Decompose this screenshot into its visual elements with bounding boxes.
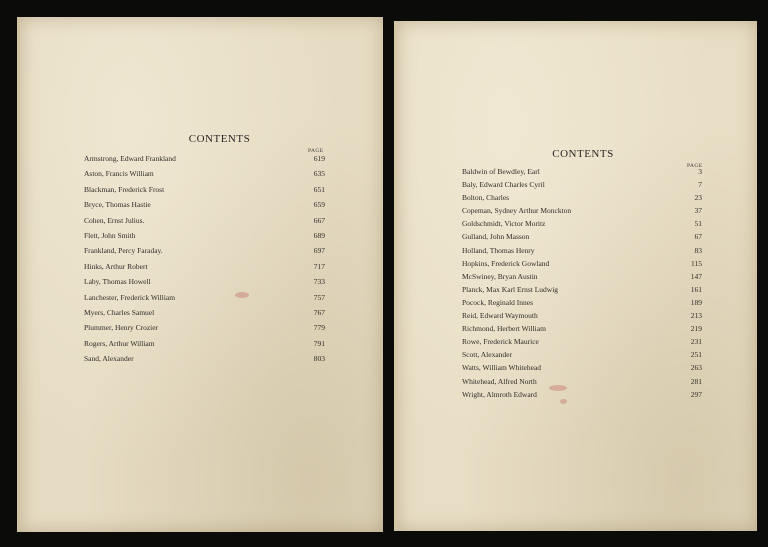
stain-mark xyxy=(549,385,567,391)
stain-mark xyxy=(235,292,249,298)
entry-name: Richmond, Herbert William xyxy=(462,324,546,334)
entry-page-number: 803 xyxy=(313,354,325,364)
entry-page-number: 251 xyxy=(690,350,702,360)
entry-name: Laby, Thomas Howell xyxy=(84,277,151,287)
entry-page-number: 733 xyxy=(313,277,325,287)
entry-name: Hinks, Arthur Robert xyxy=(84,261,148,271)
entry-name: Plummer, Henry Crozier xyxy=(84,323,159,333)
entry-page-number: 23 xyxy=(694,193,702,203)
entry-name: Rowe, Frederick Maurice xyxy=(462,337,539,347)
contents-entry xyxy=(462,206,702,219)
contents-entry xyxy=(84,293,325,308)
entry-page-number: 619 xyxy=(313,154,325,163)
contents-entry xyxy=(462,298,702,311)
contents-entry xyxy=(462,324,702,337)
contents-entry xyxy=(462,350,702,363)
contents-entry xyxy=(462,390,702,403)
contents-entry xyxy=(462,232,702,245)
entry-page-number: 67 xyxy=(694,232,702,242)
contents-entry xyxy=(84,169,325,184)
contents-list xyxy=(84,154,325,369)
contents-entry xyxy=(84,216,325,231)
entry-page-number: 667 xyxy=(313,215,325,225)
entry-name: Pocock, Reginald Innes xyxy=(462,297,534,307)
contents-list xyxy=(462,167,702,403)
entry-page-number: 213 xyxy=(690,311,702,321)
contents-entry xyxy=(462,285,702,298)
left-page xyxy=(17,17,383,532)
entry-page-number: 297 xyxy=(690,389,702,399)
contents-title: CONTENTS xyxy=(552,148,614,160)
page-column-label: PAGE xyxy=(308,148,324,154)
entry-name: Sand, Alexander xyxy=(84,354,134,364)
contents-entry xyxy=(84,323,325,338)
contents-entry xyxy=(462,219,702,232)
entry-page-number: 659 xyxy=(313,200,325,210)
contents-entry xyxy=(84,262,325,277)
entry-page-number: 219 xyxy=(690,324,702,334)
entry-name: Copeman, Sydney Arthur Monckton xyxy=(462,206,572,216)
contents-title: CONTENTS xyxy=(188,133,251,145)
entry-name: Gulland, John Masson xyxy=(462,232,530,242)
contents-entry xyxy=(84,200,325,215)
entry-name: Myers, Charles Samuel xyxy=(84,307,155,317)
entry-name: Wright, Almroth Edward xyxy=(462,389,537,399)
entry-name: Watts, William Whitehead xyxy=(462,363,542,373)
entry-page-number: 3 xyxy=(698,167,702,176)
entry-page-number: 263 xyxy=(690,363,702,373)
entry-page-number: 651 xyxy=(313,184,325,194)
contents-entry xyxy=(84,277,325,292)
entry-name: Flett, John Smith xyxy=(84,230,136,240)
entry-name: Rogers, Arthur William xyxy=(84,338,155,348)
contents-entry xyxy=(84,185,325,200)
entry-name: Aston, Francis William xyxy=(84,169,154,179)
entry-name: Armstrong, Edward Frankland xyxy=(84,154,176,163)
contents-entry xyxy=(84,231,325,246)
entry-page-number: 791 xyxy=(313,338,325,348)
entry-name: Baly, Edward Charles Cyril xyxy=(462,180,545,190)
entry-name: Whitehead, Alfred North xyxy=(462,376,537,386)
entry-page-number: 717 xyxy=(313,261,325,271)
entry-page-number: 635 xyxy=(313,169,325,179)
contents-entry xyxy=(462,246,702,259)
contents-entry xyxy=(462,193,702,206)
entry-name: Holland, Thomas Henry xyxy=(462,245,535,255)
contents-entry xyxy=(462,337,702,350)
entry-page-number: 51 xyxy=(694,219,702,229)
entry-name: Planck, Max Karl Ernst Ludwig xyxy=(462,284,559,294)
contents-entry xyxy=(84,246,325,261)
entry-name: McSwiney, Bryan Austin xyxy=(462,271,538,281)
entry-page-number: 697 xyxy=(313,246,325,256)
entry-page-number: 779 xyxy=(313,323,325,333)
entry-name: Scott, Alexander xyxy=(462,350,512,360)
entry-page-number: 83 xyxy=(694,245,702,255)
entry-page-number: 189 xyxy=(690,297,702,307)
entry-page-number: 147 xyxy=(690,271,702,281)
entry-page-number: 281 xyxy=(690,376,702,386)
entry-page-number: 767 xyxy=(313,307,325,317)
entry-name: Bryce, Thomas Hastie xyxy=(84,200,151,210)
contents-entry xyxy=(84,354,325,369)
contents-entry xyxy=(462,377,702,390)
entry-name: Baldwin of Bewdley, Earl xyxy=(462,167,540,176)
entry-name: Cohen, Ernst Julius. xyxy=(84,215,145,225)
contents-entry xyxy=(462,272,702,285)
page-column-label: PAGE xyxy=(687,163,703,169)
entry-page-number: 757 xyxy=(313,292,325,302)
contents-entry xyxy=(462,311,702,324)
entry-page-number: 115 xyxy=(691,258,702,268)
entry-page-number: 689 xyxy=(313,230,325,240)
entry-name: Reid, Edward Waymouth xyxy=(462,311,538,321)
entry-name: Lanchester, Frederick William xyxy=(84,292,176,302)
right-page xyxy=(394,21,757,531)
entry-page-number: 7 xyxy=(698,180,702,190)
entry-page-number: 37 xyxy=(694,206,702,216)
contents-entry xyxy=(84,154,325,169)
stain-mark xyxy=(560,399,567,404)
contents-entry xyxy=(84,308,325,323)
contents-entry xyxy=(462,363,702,376)
contents-entry xyxy=(84,339,325,354)
entry-name: Frankland, Percy Faraday. xyxy=(84,246,163,256)
entry-page-number: 231 xyxy=(690,337,702,347)
entry-name: Bolton, Charles xyxy=(462,193,510,203)
contents-entry xyxy=(462,259,702,272)
entry-name: Blackman, Frederick Frost xyxy=(84,184,165,194)
entry-page-number: 161 xyxy=(690,284,702,294)
contents-entry xyxy=(462,167,702,180)
entry-name: Goldschmidt, Victor Moritz xyxy=(462,219,546,229)
entry-name: Hopkins, Frederick Gowland xyxy=(462,258,550,268)
contents-entry xyxy=(462,180,702,193)
